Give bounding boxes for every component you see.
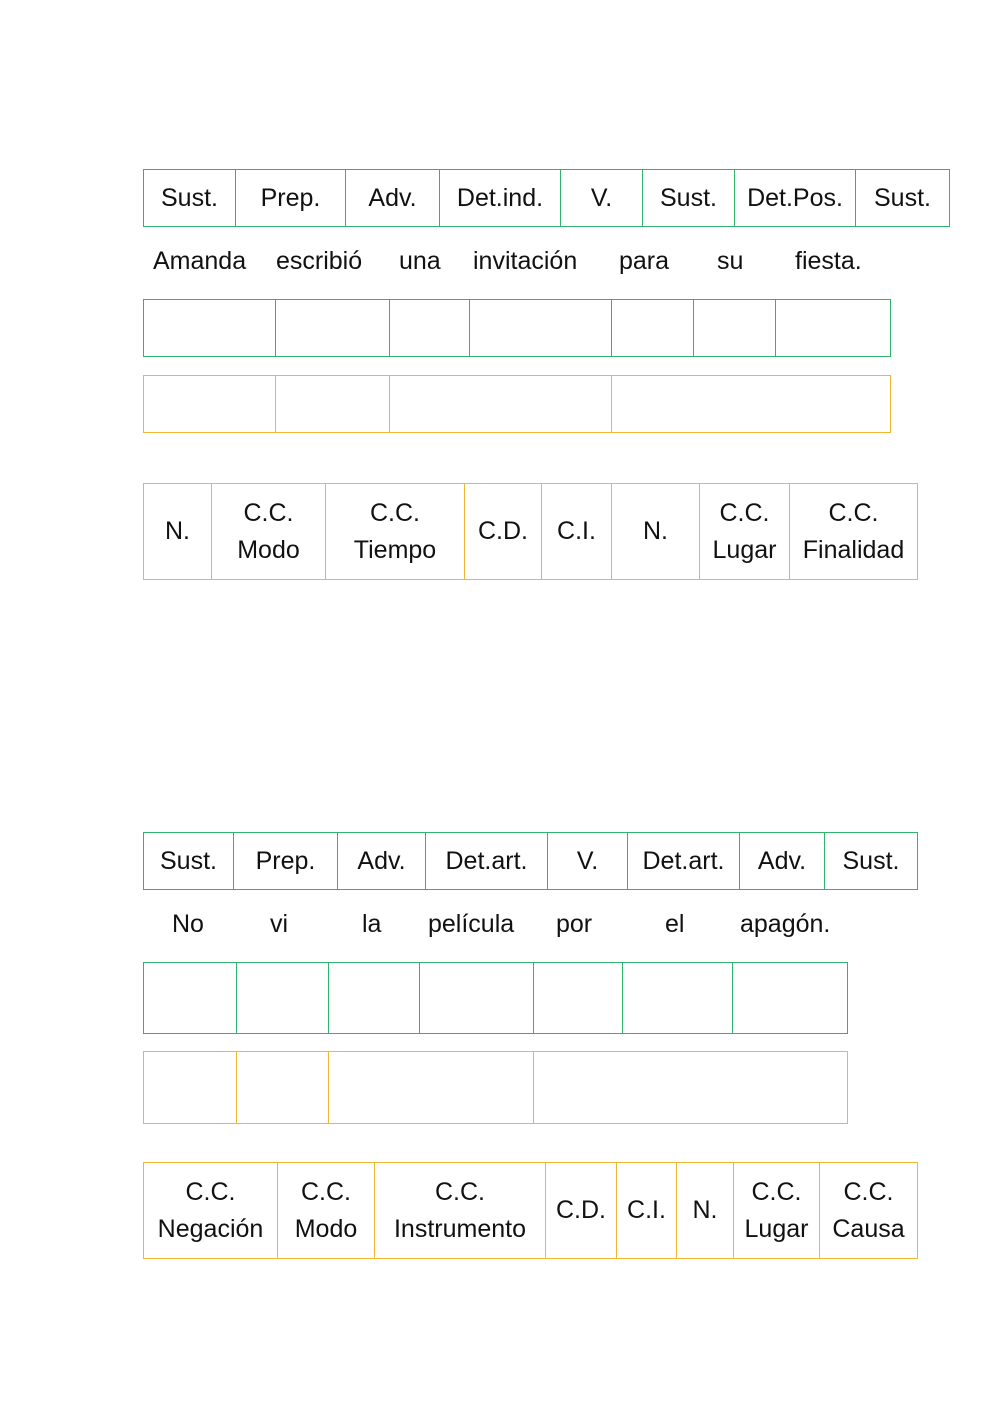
word-type-drop-slot[interactable] xyxy=(419,963,533,1033)
word-type-tile[interactable]: Sust. xyxy=(855,170,949,226)
function-tile[interactable]: C.C. Modo xyxy=(277,1163,374,1258)
function-bank-1 xyxy=(143,483,918,580)
word-type-tile[interactable]: Det.art. xyxy=(627,833,739,889)
sentence-word: No xyxy=(172,910,204,938)
word-type-drop-slot[interactable] xyxy=(693,300,775,356)
function-tile[interactable]: N. xyxy=(676,1163,733,1258)
function-drop-slot[interactable] xyxy=(611,376,890,432)
function-tile[interactable]: C.C. Modo xyxy=(211,484,325,579)
function-tile[interactable]: C.C. Finalidad xyxy=(789,484,917,579)
function-tile[interactable]: C.C. Instrumento xyxy=(374,1163,545,1258)
sentence-word: para xyxy=(619,247,670,275)
word-type-drop-slot[interactable] xyxy=(389,300,469,356)
word-type-tile[interactable]: Det.art. xyxy=(425,833,547,889)
word-type-drop-slot[interactable] xyxy=(275,300,389,356)
word-type-drop-slot[interactable] xyxy=(328,963,419,1033)
function-drop-slot[interactable] xyxy=(275,376,389,432)
word-type-drop-slot[interactable] xyxy=(732,963,847,1033)
function-answer-row-2 xyxy=(143,1051,848,1124)
function-tile[interactable]: C.I. xyxy=(541,484,611,579)
function-drop-slot[interactable] xyxy=(144,376,275,432)
word-type-tile[interactable]: Prep. xyxy=(235,170,345,226)
word-type-answer-row-1 xyxy=(143,299,891,357)
sentence-word: una xyxy=(399,247,441,275)
sentence-word: escribió xyxy=(276,247,363,275)
word-type-tile[interactable]: Adv. xyxy=(337,833,425,889)
word-type-drop-slot[interactable] xyxy=(622,963,732,1033)
sentence-2 xyxy=(0,910,1000,950)
function-tile[interactable]: C.I. xyxy=(616,1163,676,1258)
function-tile[interactable]: C.C. Tiempo xyxy=(325,484,464,579)
function-tile[interactable]: C.D. xyxy=(545,1163,616,1258)
function-tile[interactable]: C.C. Negación xyxy=(157,1177,264,1243)
word-type-tile[interactable]: Det.Pos. xyxy=(734,170,855,226)
function-tile[interactable]: C.C. Lugar xyxy=(699,484,789,579)
function-bank-2 xyxy=(143,1162,918,1259)
word-type-tile[interactable]: Sust. xyxy=(161,183,218,212)
function-tile[interactable]: N. xyxy=(611,484,699,579)
word-type-tile[interactable]: Sust. xyxy=(642,170,734,226)
word-type-drop-slot[interactable] xyxy=(144,963,236,1033)
word-type-tile[interactable]: Det.ind. xyxy=(439,170,560,226)
sentence-word: invitación xyxy=(473,247,578,275)
sentence-word: su xyxy=(717,247,744,275)
sentence-word: Amanda xyxy=(153,247,247,275)
sentence-word: vi xyxy=(270,910,289,938)
sentence-word: el xyxy=(665,910,685,938)
word-type-bank-2 xyxy=(143,832,918,890)
word-type-drop-slot[interactable] xyxy=(469,300,611,356)
word-type-tile[interactable]: Adv. xyxy=(345,170,439,226)
word-type-drop-slot[interactable] xyxy=(144,300,275,356)
sentence-1 xyxy=(0,247,1000,287)
function-tile[interactable]: C.D. xyxy=(464,484,541,579)
function-drop-slot[interactable] xyxy=(533,1052,847,1123)
sentence-word: fiesta. xyxy=(795,247,862,275)
sentence-word: por xyxy=(556,910,593,938)
word-type-drop-slot[interactable] xyxy=(775,300,890,356)
word-type-tile[interactable]: Sust. xyxy=(160,846,217,875)
word-type-tile[interactable]: Adv. xyxy=(739,833,824,889)
word-type-drop-slot[interactable] xyxy=(236,963,328,1033)
word-type-answer-row-2 xyxy=(143,962,848,1034)
word-type-tile[interactable]: V. xyxy=(547,833,627,889)
function-tile[interactable]: N. xyxy=(165,517,190,545)
function-tile[interactable]: C.C. Lugar xyxy=(733,1163,819,1258)
function-drop-slot[interactable] xyxy=(144,1052,236,1123)
sentence-word: película xyxy=(428,910,515,938)
word-type-drop-slot[interactable] xyxy=(611,300,693,356)
word-type-bank-1 xyxy=(143,169,950,227)
sentence-word: la xyxy=(362,910,382,938)
function-answer-row-1 xyxy=(143,375,891,433)
word-type-drop-slot[interactable] xyxy=(533,963,622,1033)
function-drop-slot[interactable] xyxy=(236,1052,328,1123)
function-tile[interactable]: C.C. Causa xyxy=(819,1163,917,1258)
word-type-tile[interactable]: Prep. xyxy=(233,833,337,889)
function-drop-slot[interactable] xyxy=(328,1052,533,1123)
word-type-tile[interactable]: Sust. xyxy=(824,833,917,889)
word-type-tile[interactable]: V. xyxy=(560,170,642,226)
function-drop-slot[interactable] xyxy=(389,376,611,432)
sentence-word: apagón. xyxy=(740,910,831,938)
